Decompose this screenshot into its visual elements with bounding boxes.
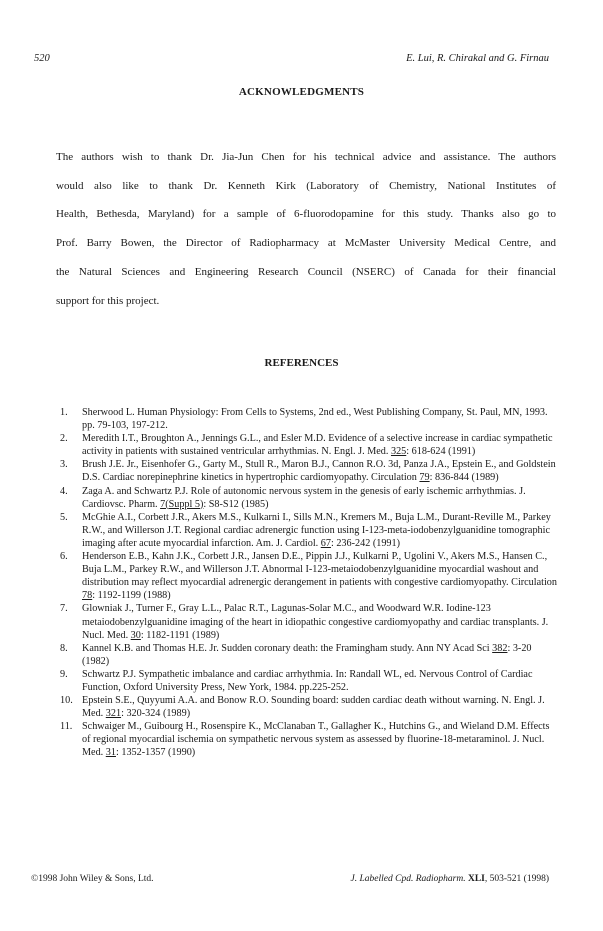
running-header-authors: E. Lui, R. Chirakal and G. Firnau xyxy=(406,53,549,64)
reference-number: 1. xyxy=(60,407,68,418)
reference-item xyxy=(60,720,560,759)
reference-number: 3. xyxy=(60,459,68,471)
reference-volume: 382 xyxy=(492,642,508,654)
acknowledgments-line: Prof. Barry Bowen, the Director of Radiopharmacy at McMaster University Medical Centre, and xyxy=(56,237,556,250)
reference-volume: 78 xyxy=(82,590,93,602)
reference-number: 8. xyxy=(60,642,68,654)
reference-text: Schwartz P.J. Sympathetic imbalance and cardiac arrhythmia. In: Randall WL, ed. Nervous Control of Cardiac Function, Oxford University Press, New York, 1984. pp.225-252. xyxy=(82,668,533,693)
reference-pages: : 320-324 (1989) xyxy=(121,708,191,720)
reference-volume: 67 xyxy=(320,537,331,549)
reference-text: Schwaiger M., Guibourg H., Rosenspire K., McClanaban T., Gallagher K., Hutchins G., and Wieland D.M. Effects of regional myocardial ischemia on sympathetic nervous system as assessed by fluorine-18-metaraminol. J. Nucl. Med. xyxy=(82,721,550,759)
references-heading: REFERENCES xyxy=(264,357,339,369)
journal-name: J. Labelled Cpd. Radiopharm. xyxy=(350,874,466,884)
reference-item xyxy=(60,642,560,668)
reference-number: 7. xyxy=(60,603,68,615)
journal-pages-year: , 503-521 (1998) xyxy=(484,874,549,884)
reference-text: Henderson E.B., Kahn J.K., Corbett J.R., Jansen D.E., Pippin J.J., Kulkarni P., Ugolini V., Akers M.S., Hansen C., Buja L.M., Parkey R.W., and Willerson J.T. Abnormal I-123-metaiodobenzylguanidine myocardial washout and distribution may reflect myocardial adrenergic derangement in patients with congestive cardiomyopathy. Circulation xyxy=(82,551,557,589)
reference-pages: : S8-S12 (1985) xyxy=(203,498,269,510)
reference-item xyxy=(60,458,560,484)
reference-text: McGhie A.I., Corbett J.R., Akers M.S., Kulkarni I., Sills M.N., Kremers M., Buja L.M., Durant-Reville M., Parkey R.W., and Willerson J.T. Regional cardiac adrenergic function using I-123-meta-iodobenzylguanidine tomographic imaging after acute myocardial infarction. Am. J. Cardiol. xyxy=(82,511,551,549)
reference-pages: : 1192-1199 (1988) xyxy=(92,590,171,602)
reference-text: Sherwood L. Human Physiology: From Cells to Systems, 2nd ed., West Publishing Company, St. Paul, MN, 1993. pp. 79-103, 197-212. xyxy=(82,407,548,432)
reference-pages: : 1182-1191 (1989) xyxy=(140,629,220,641)
reference-number: 10. xyxy=(60,695,73,707)
reference-number: 9. xyxy=(60,668,68,680)
reference-item xyxy=(60,485,560,511)
reference-number: 5. xyxy=(60,511,68,523)
reference-text: Glowniak J., Turner F., Gray L.L., Palac R.T., Lagunas-Solar M.C., and Woodward W.R. Iodine-123 metaiodobenzylguanidine imaging of the heart in idiopathic congestive cardiomyopathy and cardiac transplants. J. Nucl. Med. xyxy=(82,603,549,641)
reference-volume: 7(Suppl 5) xyxy=(160,498,204,510)
acknowledgments-heading: ACKNOWLEDGMENTS xyxy=(238,86,365,98)
reference-volume: 31 xyxy=(105,747,116,759)
reference-list xyxy=(60,406,560,760)
reference-volume: 79 xyxy=(419,472,430,484)
reference-volume: 325 xyxy=(390,446,407,458)
acknowledgments-line: would also like to thank Dr. Kenneth Kirk (Laboratory of Chemistry, National Institutes of xyxy=(56,179,556,192)
reference-pages: : 836-844 (1989) xyxy=(429,472,499,484)
acknowledgments-line: support for this project. xyxy=(56,294,160,307)
reference-number: 11. xyxy=(60,721,73,733)
reference-volume: 321 xyxy=(105,708,122,720)
acknowledgments-paragraph xyxy=(56,143,556,315)
reference-text: Epstein S.E., Quyyumi A.A. and Bonow R.O. Sounding board: sudden cardiac death without warning. N. Engl. J. Med. xyxy=(82,695,545,720)
reference-text: Brush J.E. Jr., Eisenhofer G., Garty M., Stull R., Maron B.J., Cannon R.O. 3d, Panza J.A., Epstein E., and Goldstein D.S. Cardiac norepinephrine kinetics in hypertrophic cardiomyopathy. Circulation xyxy=(82,459,556,484)
reference-text: Zaga A. and Schwartz P.J. Role of autonomic nervous system in the genesis of early ischemic arrhythmias. J. Cardiovsc. Pharm. xyxy=(82,485,526,510)
acknowledgments-line: The authors wish to thank Dr. Jia-Jun Chen for his technical advice and assistance. The authors xyxy=(56,151,556,163)
reference-volume: 30 xyxy=(130,629,141,641)
reference-item xyxy=(60,550,560,602)
reference-item xyxy=(60,432,560,458)
reference-text: Meredith I.T., Broughton A., Jennings G.L., and Esler M.D. Evidence of a selective increase in cardiac sympathetic activity in patients with sustained ventricular arrhythmias. N. Engl. J. Med. xyxy=(82,433,553,458)
acknowledgments-line: the Natural Sciences and Engineering Research Council (NSERC) of Canada for their financial xyxy=(56,265,556,278)
reference-pages: : 1352-1357 (1990) xyxy=(115,747,196,759)
reference-pages: : 236-242 (1991) xyxy=(330,537,400,549)
reference-item xyxy=(60,602,560,641)
reference-item xyxy=(60,511,560,550)
reference-item xyxy=(60,406,560,432)
reference-pages: : 618-624 (1991) xyxy=(406,446,476,458)
reference-item xyxy=(60,668,560,694)
copyright-notice: ©1998 John Wiley & Sons, Ltd. xyxy=(31,874,154,884)
reference-number: 2. xyxy=(60,433,68,445)
acknowledgments-line: Health, Bethesda, Maryland) for a sample of 6-fluorodopamine for this study. Thanks also go to xyxy=(56,208,556,221)
reference-pages: : 3-20 (1982) xyxy=(82,642,532,667)
reference-item xyxy=(60,694,560,720)
journal-citation xyxy=(351,874,549,884)
reference-number: 4. xyxy=(60,485,68,497)
reference-text: Kannel K.B. and Thomas H.E. Jr. Sudden coronary death: the Framingham study. Ann NY Acad Sci xyxy=(82,642,493,654)
page-number: 520 xyxy=(34,53,50,64)
reference-number: 6. xyxy=(60,551,68,563)
journal-volume: XLI xyxy=(467,874,485,884)
